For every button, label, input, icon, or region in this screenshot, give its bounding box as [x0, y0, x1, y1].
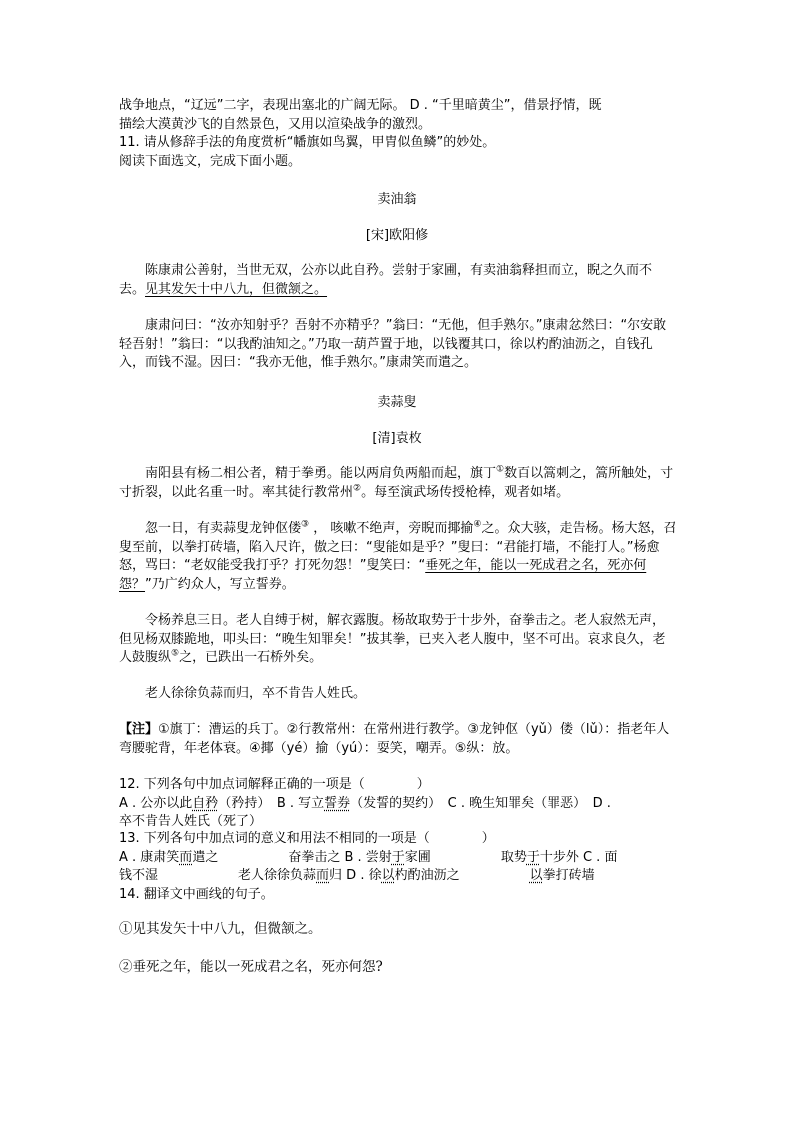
passage2-p2-text-b: ， 咳嗽不绝声，旁睨而揶揄: [309, 521, 474, 536]
passage2-title: 卖蒜叟: [377, 395, 417, 410]
intro-section: [119, 97, 677, 171]
question-13: [119, 830, 677, 904]
q13-d-end: 杓酌油沥之: [394, 868, 460, 883]
q13-b2-text: 取势: [500, 849, 527, 865]
q12-option-b-dotted-word: 誓券: [324, 795, 351, 811]
footnotes-text: ①旗丁：漕运的兵丁。②行教常州：在常州进行教学。③龙钟伛（yǔ）偻（lǔ）：指老年人弯腰驼背，年老体衰。④揶（yé）揄（yú）：耍笑，嘲弄。⑤纵：放。: [119, 722, 670, 756]
passage2-p2-text-c: 之。众大骇，走告杨。杨大怒，召叟至前，以拳打砖墙，陷入尺许，傲之曰：“叟能如是乎？”叟曰：“君能打墙，不能打人。”杨愈怒，骂曰：“老奴能受我打乎？打死勿怨！”叟笑曰：“: [119, 521, 677, 573]
passage2-paragraph-1: [119, 465, 677, 502]
question-12-stem: 12. 下列各句中加点词解释正确的一项是（ ）: [119, 777, 430, 792]
passage2-p1-text-b: 数百以篙刺之，篙所触处，寸寸折裂，以此名重一时。率其徒行教常州: [119, 466, 674, 500]
question-14-item-2: ②垂死之年，能以一死成君之名，死亦何怨?: [119, 959, 383, 975]
question-12-options: [119, 795, 677, 814]
question-11: 11. 请从修辞手法的角度赏析“幡旗如鸟翼，甲胄似鱼鳞”的妙处。: [119, 135, 496, 150]
q13-c2-dotted: 而: [316, 868, 330, 883]
intro-line-2: 描绘大漠黄沙飞的自然景色，又用以渲染战争的激烈。: [119, 116, 432, 132]
footnote-mark-1: ①: [496, 464, 505, 475]
q13-b2-dotted: 于: [526, 849, 540, 865]
q13-a-dotted: 而: [179, 849, 193, 865]
passage1-author: [宋]欧阳修: [365, 228, 429, 243]
q12-option-b-suffix: （发誓的契约） C . 晚生知罪矣（罪恶） D .: [350, 795, 611, 811]
passage2-paragraph-2: [119, 520, 677, 594]
reading-instruction: 阅读下面选文，完成下面小题。: [119, 153, 302, 169]
footnote-mark-4: ④: [473, 519, 482, 530]
passage2-underlined-sentence: 垂死之年，能以一死成君之名，死亦何怨？: [119, 558, 647, 592]
passage2-p1-text-c: 。每至演武场传授枪棒，观者如堵。: [361, 484, 570, 500]
q12-option-a-prefix: A . 公亦以此: [119, 795, 193, 811]
passage1-underlined-sentence: 见其发矢十中八九，但微颔之。: [145, 281, 328, 297]
question-13-row-2: [119, 867, 677, 886]
passage1-p1-text: 陈康肃公善射，当世无双，公亦以此自矜。尝射于家圃，有卖油翁释担而立，睨之久而不去。: [119, 263, 653, 297]
q13-b-text: 奋拳击之 B . 尝射: [288, 849, 392, 865]
q13-d2-dotted: 以: [529, 868, 543, 883]
passage1-title: 卖油翁: [377, 192, 417, 207]
passage2-p3-text-a: 令杨养息三日。老人自缚于树，解衣露腹。杨故取势于十步外，奋拳击之。老人寂然无声，但见杨双膝跪地，叩头曰：“晚生知罪矣！”拔其拳，已夹入老人腹中，坚不可出。哀求良久，老人鼓腹纵: [119, 613, 666, 665]
q13-d2-end: 拳打砖墙: [542, 868, 595, 883]
passage2-paragraph-3: [119, 612, 677, 668]
passage2-paragraph-4: 老人徐徐负蒜而归，卒不肯告人姓氏。: [145, 686, 367, 701]
passage2-p1-text-a: 南阳县有杨二相公者，精于拳勇。能以两肩负两船而起，旗丁: [145, 466, 497, 481]
question-12-option-d-line: 卒不肯告人姓氏（死了）: [119, 814, 263, 829]
footnote-mark-5: ⑤: [171, 648, 180, 659]
footnote-mark-3: ③: [301, 519, 310, 530]
q13-b-dotted: 于: [391, 849, 405, 865]
intro-line-1: 战争地点，“辽远”二字，表现出塞北的广阔无际。 D . “千里暗黄尘”，借景抒情，既: [119, 98, 602, 113]
footnotes: [119, 721, 677, 758]
q12-option-a-dotted-word: 自矜: [192, 795, 219, 811]
q13-c-text: 钱不湿: [119, 868, 159, 883]
q13-b-end: 家圃: [404, 849, 431, 865]
q13-d-dotted: 以: [381, 868, 395, 883]
passage2-p3-text-b: 之，已跌出一石桥外矣。: [179, 650, 323, 665]
passage1-paragraph-2: 康肃问曰：“汝亦知射乎？吾射不亦精乎？”翁曰：“无他，但手熟尔。”康肃忿然曰：“尔安敢轻吾射！”翁曰：“以我酌油知之。”乃取一葫芦置于地，以钱覆其口，徐以杓酌油沥之，自钱孔入，而钱不湿。因曰：“我亦无他，惟手熟尔。”康肃笑而遣之。: [119, 318, 667, 370]
question-14-item-1: ①见其发矢十中八九，但微颔之。: [119, 921, 322, 937]
footnotes-label: 【注】: [119, 722, 159, 737]
passage1-paragraph-1: [119, 262, 677, 299]
passage2-author: [清]袁枚: [372, 431, 422, 446]
question-12: [119, 776, 677, 832]
q13-c2-text: 老人徐徐负蒜: [238, 868, 317, 883]
q13-b2-end: 十步外 C . 面: [539, 849, 618, 865]
footnote-mark-2: ②: [353, 483, 362, 494]
q13-c2-end: 归 D . 徐: [329, 868, 382, 883]
q12-option-a-suffix: （矜持） B . 写立: [218, 795, 325, 811]
question-14-stem: 14. 翻译文中画线的句子。: [119, 886, 274, 902]
passage2-p2-text-d: ”乃广约众人，写立誓券。: [145, 576, 295, 592]
q13-a-end: 遣之: [192, 849, 219, 865]
passage2-p2-text-a: 忽一日，有卖蒜叟龙钟伛偻: [145, 521, 302, 536]
question-13-row-1: [119, 849, 677, 868]
question-13-stem: 13. 下列各句中加点词的意义和用法不相同的一项是（ ）: [119, 831, 495, 846]
q13-a-text: A . 康肃笑: [119, 849, 180, 865]
